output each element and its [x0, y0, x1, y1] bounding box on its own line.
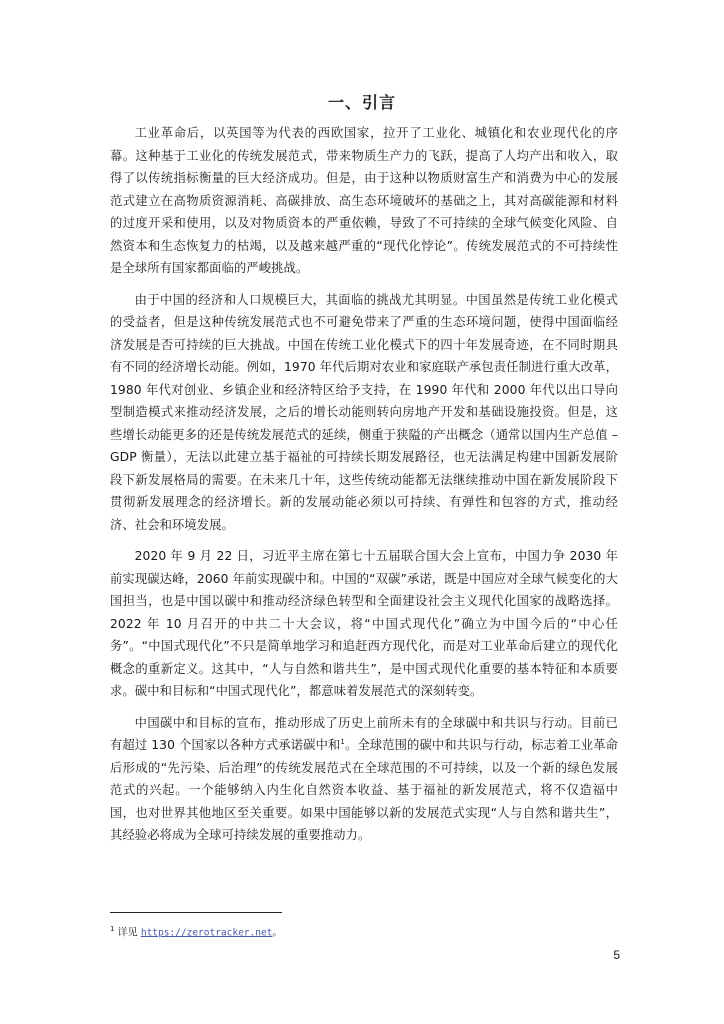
paragraph-4 — [110, 712, 618, 847]
paragraph-4-text-before: 中国碳中和目标的宣布，推动形成了历史上前所未有的全球碳中和共识与行动。目前已有超过 130 个国家以各种方式承诺碳中和 — [110, 715, 618, 752]
footnote-prefix: 详见 — [117, 927, 141, 939]
paragraph-2: 由于中国的经济和人口规模巨大，其面临的挑战尤其明显。中国虽然是传统工业化模式的受益者，但是这种传统发展范式也不可避免带来了严重的生态环境问题，使得中国面临经济发展是否可持续的巨大挑战。中国在传统工业化模式下的四十年发展奇迹，在不同时期具有不同的经济增长动能。例如，1970 年代后期对农业和家庭联产承包责任制进行重大改革，1980 年代对创业、乡镇企业和经济特区给予支持，在 1990 年代和 2000 年代以出口导向型制造模式来推动经济发展，之后的增长动能则转向房地产开发和基础设施投资。但是，这些增长动能更多的还是传统发展范式的延续，侧重于狭隘的产出概念（通常以国内生产总值 – GDP 衡量），无法以此建立基于福祉的可持续长期发展路径，也无法满足构建中国新发展阶段下新发展格局的需要。在未来几十年，这些传统动能都无法继续推动中国在新发展阶段下贯彻新发展理念的经济增长。新的发展动能必须以可持续、有弹性和包容的方式，推动经济、社会和环境发展。 — [110, 292, 618, 532]
page-number: 5 — [613, 948, 620, 962]
paragraph-1: 工业革命后，以英国等为代表的西欧国家，拉开了工业化、城镇化和农业现代化的序幕。这种基于工业化的传统发展范式，带来物质生产力的飞跃，提高了人均产出和收入，取得了以传统指标衡量的巨大经济成功。但是，由于这种以物质财富生产和消费为中心的发展范式建立在高物质资源消耗、高碳排放、高生态环境破坏的基础之上，其对高碳能源和材料的过度开采和使用，以及对物质资本的严重依赖，导致了不可持续的全球气候变化风险、自然资本和生态恢复力的枯竭，以及越来越严重的“现代化悖论”。传统发展范式的不可持续性是全球所有国家都面临的严峻挑战。 — [110, 126, 618, 275]
body-text — [110, 122, 618, 856]
footnote-separator — [110, 912, 282, 913]
footnote-suffix: 。 — [272, 927, 283, 939]
paragraph-3: 2020 年 9 月 22 日，习近平主席在第七十五届联合国大会上宣布，中国力争 2030 年前实现碳达峰，2060 年前实现碳中和。中国的“双碳”承诺，既是中国应对全球气候变化的大国担当，也是中国以碳中和推动经济绿色转型和全面建设社会主义现代化国家的战略选择。2022 年 10 月召开的中共二十大会议，将“中国式现代化”确立为中国今后的“中心任务”。“中国式现代化”不只是简单地学习和追赶西方现代化，而是对工业革命后建立的现代化概念的重新定义。这其中，“人与自然和谐共生”，是中国式现代化重要的基本特征和本质要求。碳中和目标和“中国式现代化”，都意味着发展范式的深刻转变。 — [110, 549, 618, 698]
footnote — [110, 922, 282, 940]
section-heading: 一、引言 — [327, 93, 396, 112]
footnote-marker: 1 — [110, 925, 115, 933]
paragraph-4-text-after: 。全球范围的碳中和共识与行动，标志着工业革命后形成的“先污染、后治理”的传统发展范式在全球范围的不可持续，以及一个新的绿色发展范式的兴起。一个能够纳入内生化自然资本收益、基于福祉的新发展范式，将不仅造福中国，也对世界其他地区至关重要。如果中国能够以新的发展范式实现“人与自然和谐共生”，其经验必将成为全球可持续发展的重要推动力。 — [110, 738, 619, 842]
footnote-reference[interactable]: 1 — [340, 737, 345, 746]
footnote-link[interactable]: https://zerotracker.net — [140, 927, 273, 939]
